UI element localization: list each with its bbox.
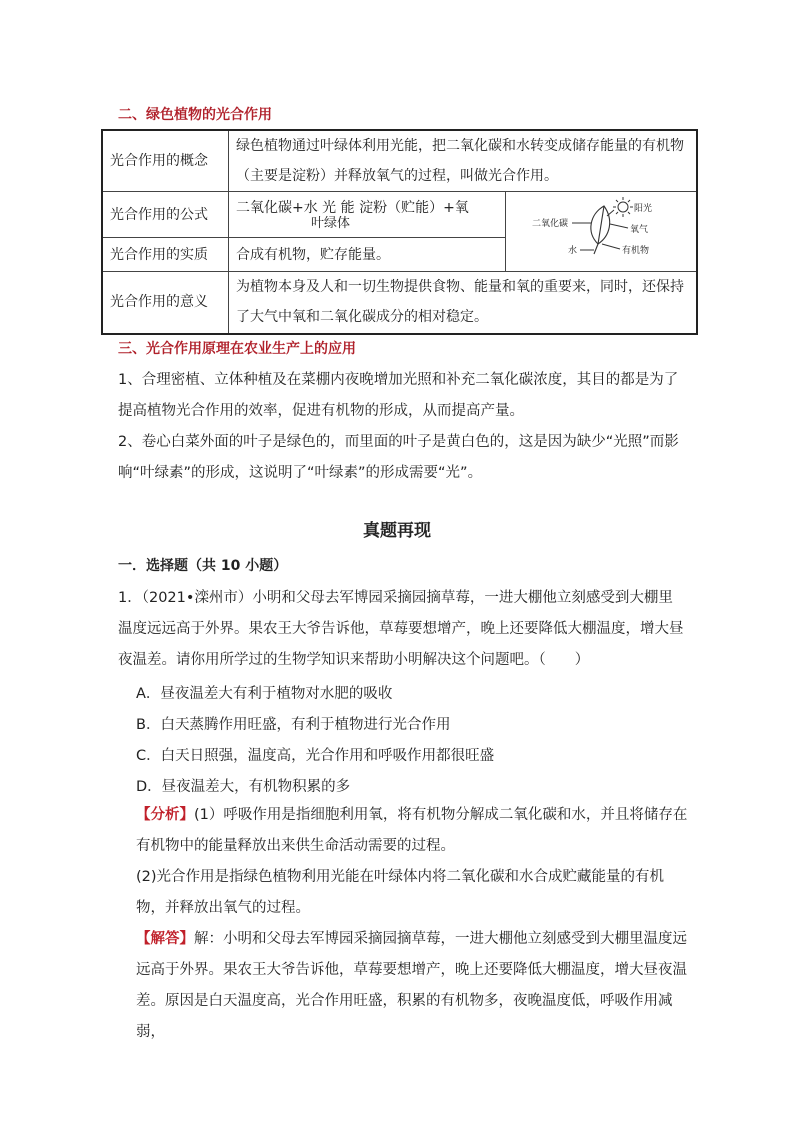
photosynthesis-table xyxy=(101,129,698,335)
analysis-text-2: (2)光合作用是指绿色植物利用光能在叶绿体内将二氧化碳和水合成贮藏能量的有机物，并释放出氧气的过程。 xyxy=(136,869,665,916)
water-label: 水 xyxy=(568,246,578,256)
oxygen-label: 氧气 xyxy=(630,225,649,235)
co2-label: 二氧化碳 xyxy=(532,219,569,229)
sun-icon xyxy=(613,197,633,217)
analysis-tag: 【分析】 xyxy=(136,807,194,823)
analysis-text-1: (1）呼吸作用是指细胞利用氧，将有机物分解成二氧化碳和水，并且将储存在有机物中的能量释放出来供生命活动需要的过程。 xyxy=(136,807,688,854)
analysis-block xyxy=(136,800,688,862)
row-content: 绿色植物通过叶绿体利用光能，把二氧化碳和水转变成储存能量的有机物（主要是淀粉）并释放氧气的过程，叫做光合作用。 xyxy=(229,130,698,192)
option-b: B．白天蒸腾作用旺盛，有利于植物进行光合作用 xyxy=(136,717,451,733)
row-content: 合成有机物，贮存能量。 xyxy=(229,238,506,272)
organic-label: 有机物 xyxy=(622,246,650,256)
question-section-title: 一．选择题（共 10 小题） xyxy=(118,558,288,574)
application-paragraph-1: 1、合理密植、立体种植及在菜棚内夜晚增加光照和补充二氧化碳浓度，其目的都是为了提高植物光合作用的效率，促进有机物的形成，从而提高产量。 xyxy=(118,372,679,419)
formula-cell xyxy=(229,192,506,238)
row-content: 为植物本身及人和一切生物提供食物、能量和氧的重要来，同时，还保持了大气中氧和二氧化碳成分的相对稳定。 xyxy=(229,272,698,334)
application-paragraph-2: 2、卷心白菜外面的叶子是绿色的，而里面的叶子是黄白色的，这是因为缺少“光照”而影响“叶绿素”的形成，这说明了“叶绿素”的形成需要“光”。 xyxy=(118,434,679,481)
table-row xyxy=(102,130,697,192)
page-heading: 真题再现 xyxy=(363,521,431,541)
section-2-title: 二、绿色植物的光合作用 xyxy=(118,107,272,123)
answer-text: 解：小明和父母去军博园采摘园摘草莓，一进大棚他立刻感受到大棚里温度远远高于外界。果农王大爷告诉他，草莓要想增产，晚上还要降低大棚温度，增大昼夜温差。原因是白天温度高，光合作用旺盛，积累的有机物多，夜晚温度低，呼吸作用减弱， xyxy=(136,931,687,1040)
row-label: 光合作用的实质 xyxy=(102,238,229,272)
option-a: A．昼夜温差大有利于植物对水肥的吸收 xyxy=(136,686,393,702)
table-row xyxy=(102,272,697,334)
option-c: C．白天日照强，温度高，光合作用和呼吸作用都很旺盛 xyxy=(136,748,495,764)
row-label: 光合作用的意义 xyxy=(102,272,229,334)
formula-text: 二氧化碳+水 光 能 淀粉（贮能）+氧 xyxy=(236,199,469,216)
section-3-title: 三、光合作用原理在农业生产上的应用 xyxy=(118,341,356,357)
leaf-icon xyxy=(591,206,610,254)
analysis-block-2 xyxy=(136,862,688,924)
organic-arrow xyxy=(602,244,620,249)
oxygen-arrow xyxy=(610,224,628,228)
photosynthesis-diagram xyxy=(506,192,694,260)
answer-block xyxy=(136,924,688,1048)
question-stem: 1．（2021•滦州市）小明和父母去军博园采摘园摘草莓，一进大棚他立刻感受到大棚里温度远远高于外界。果农王大爷告诉他，草莓要想增产，晚上还要降低大棚温度，增大昼夜温差。请你用所学过的生物学知识来帮助小明解决这个问题吧。（ ） xyxy=(118,590,684,668)
diagram-cell xyxy=(506,192,698,272)
sun-label: 阳光 xyxy=(634,204,653,214)
row-label: 光合作用的概念 xyxy=(102,130,229,192)
option-d: D．昼夜温差大，有机物积累的多 xyxy=(136,779,351,795)
table-row xyxy=(102,192,697,238)
row-label: 光合作用的公式 xyxy=(102,192,229,238)
answer-tag: 【解答】 xyxy=(136,931,194,947)
formula-condition: 叶绿体 xyxy=(311,215,351,231)
